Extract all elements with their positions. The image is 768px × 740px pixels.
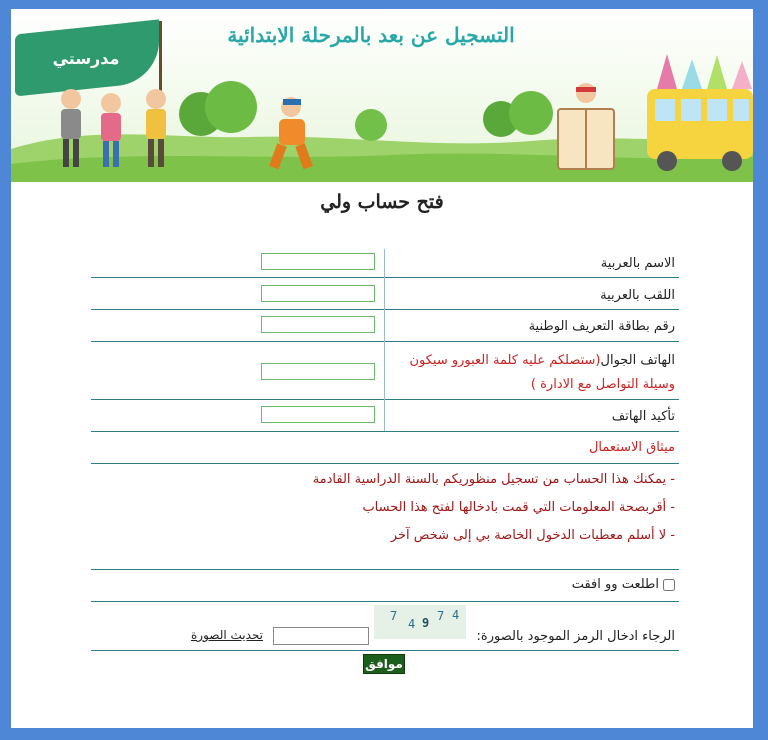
national-id-label: رقم بطاقة التعريف الوطنية <box>528 319 675 334</box>
national-id-input[interactable] <box>261 316 375 333</box>
charter-item: - لا أسلم معطيات الدخول الخاصة بي إلى شخص آخر <box>390 528 675 543</box>
flag-text: مدرستي <box>52 49 120 68</box>
column-divider <box>384 399 385 431</box>
header-banner <box>11 9 753 182</box>
children-illustration <box>51 79 191 179</box>
page-title: فتح حساب ولي <box>320 191 444 213</box>
first-name-input[interactable] <box>261 253 375 270</box>
column-divider <box>384 249 385 277</box>
row-divider <box>91 309 679 310</box>
agree-label: اطلعت وو افقت <box>571 577 659 592</box>
confirm-phone-input[interactable] <box>261 406 375 423</box>
row-divider <box>91 650 679 651</box>
captcha-digit: 4 <box>452 608 460 622</box>
mobile-phone-note-line2: وسيلة التواصل مع الادارة ) <box>530 377 675 392</box>
mobile-phone-label <box>409 349 675 397</box>
first-name-label: الاسم بالعربية <box>600 256 675 271</box>
row-divider <box>91 341 679 342</box>
captcha-image <box>374 605 466 639</box>
confirm-phone-label: تأكيد الهاتف <box>611 409 675 424</box>
page-frame <box>11 9 753 728</box>
captcha-digit: 9 <box>422 616 430 630</box>
row-divider <box>91 463 679 464</box>
mobile-phone-input[interactable] <box>261 363 375 380</box>
bus-illustration <box>637 49 753 174</box>
charter-item: - أقربصحة المعلومات التي قمت بادخالها لفتح هذا الحساب <box>362 500 675 515</box>
last-name-label: اللقب بالعربية <box>600 288 675 303</box>
row-divider <box>91 569 679 570</box>
banner-title: التسجيل عن بعد بالمرحلة الابتدائية <box>227 23 515 47</box>
mobile-phone-label-text: الهاتف الجوال <box>600 353 675 368</box>
row-divider <box>91 277 679 278</box>
submit-button[interactable]: موافق <box>363 654 405 674</box>
runner-illustration <box>261 95 321 175</box>
captcha-digit: 7 <box>437 609 445 623</box>
charter-item: - يمكنك هذا الحساب من تسجيل منظوريكم بالسنة الدراسية القادمة <box>312 472 675 487</box>
column-divider <box>384 277 385 309</box>
book-illustration <box>546 79 626 174</box>
row-divider <box>91 399 679 400</box>
agree-checkbox[interactable] <box>663 579 675 591</box>
captcha-label: الرجاء ادخال الرمز الموجود بالصورة: <box>476 629 675 644</box>
row-divider <box>91 601 679 602</box>
usage-charter-title: ميثاق الاستعمال <box>588 440 675 455</box>
last-name-input[interactable] <box>261 285 375 302</box>
captcha-digit: 7 <box>390 609 398 623</box>
row-divider <box>91 431 679 432</box>
column-divider <box>384 309 385 341</box>
agree-row[interactable] <box>572 577 675 592</box>
column-divider <box>384 341 385 399</box>
captcha-input[interactable] <box>273 627 369 645</box>
captcha-digit: 4 <box>408 617 416 631</box>
refresh-captcha-link[interactable]: تحديث الصورة <box>191 628 263 642</box>
trees-illustration <box>171 69 591 149</box>
mobile-phone-note-line1: (ستصلكم عليه كلمة العبورو سيكون <box>409 353 601 368</box>
